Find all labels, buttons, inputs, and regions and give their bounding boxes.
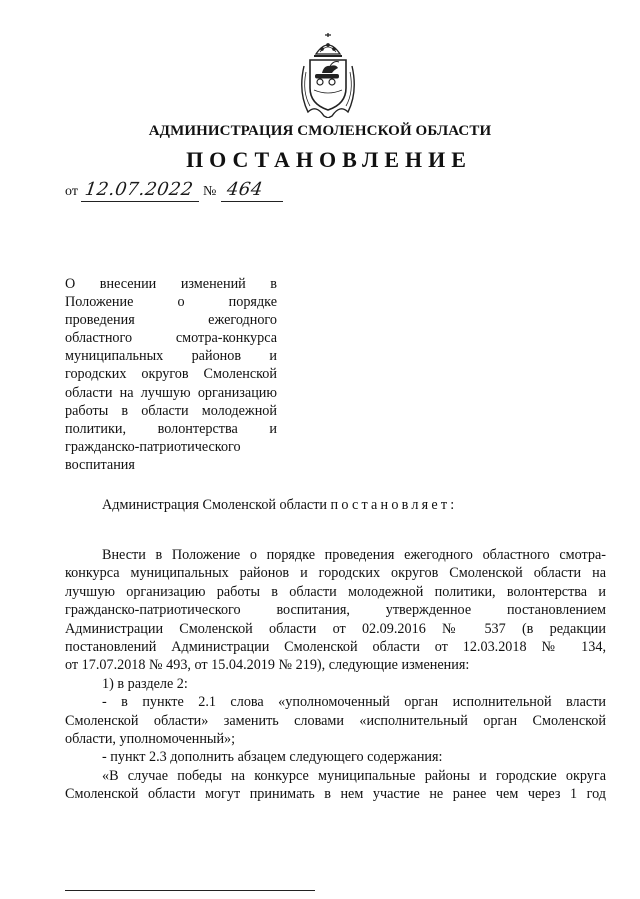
subject-line: О внесении изменений в bbox=[65, 276, 277, 292]
document-type: ПОСТАНОВЛЕНИЕ bbox=[186, 147, 472, 172]
document-body bbox=[65, 546, 606, 803]
subject-line: гражданско-патриотического bbox=[65, 438, 241, 455]
body-line: - пункт 2.3 дополнить абзацем следующего содержания: bbox=[102, 749, 443, 766]
subject-line: проведения ежегодного bbox=[65, 312, 277, 329]
subject-line: воспитания bbox=[65, 456, 135, 473]
handwritten-number: 464 bbox=[225, 179, 265, 200]
body-line: Смоленской области» заменить словами «исполнительный орган Смоленской bbox=[65, 712, 606, 729]
preamble-prefix: Администрация Смоленской области bbox=[102, 497, 327, 513]
subject-line: области на лучшую организацию bbox=[65, 384, 277, 401]
footer-rule bbox=[65, 890, 315, 891]
body-line: «В случае победы на конкурсе муниципальные районы и городские округа bbox=[102, 767, 606, 784]
body-line: гражданско-патриотического воспитания, утвержденное постановлением bbox=[65, 602, 606, 619]
subject-line: муниципальных районов и bbox=[65, 348, 277, 365]
body-line: от 17.07.2018 № 493, от 15.04.2019 № 219), следующие изменения: bbox=[65, 657, 470, 674]
body-line: лучшую организацию работы в области молодежной политики, волонтерства и bbox=[65, 583, 606, 600]
body-line: - в пункте 2.1 слова «уполномоченный орган исполнительной власти bbox=[102, 694, 606, 711]
organization-name: АДМИНИСТРАЦИЯ СМОЛЕНСКОЙ ОБЛАСТИ bbox=[148, 123, 492, 139]
subject-line: городских округов Смоленской bbox=[65, 366, 277, 383]
subject-line: работы в области молодежной bbox=[65, 402, 277, 419]
body-line: Внести в Положение о порядке проведения ежегодного областного смотра- bbox=[102, 547, 606, 563]
coat-of-arms-icon bbox=[294, 32, 362, 118]
body-line: постановлений Администрации Смоленской области от 12.03.2018 № 134, bbox=[65, 638, 606, 655]
number-underline bbox=[221, 201, 283, 202]
subject-line: областного смотра-конкурса bbox=[65, 330, 277, 347]
body-line: 1) в разделе 2: bbox=[102, 675, 188, 692]
body-line: области, уполномоченный»; bbox=[65, 730, 236, 747]
registration-line bbox=[65, 181, 305, 205]
date-underline bbox=[81, 201, 199, 202]
body-line: конкурса муниципальных районов и городских округов Смоленской области на bbox=[65, 565, 606, 582]
handwritten-date: 12.07.2022 bbox=[83, 179, 195, 200]
preamble-verb: постановляет: bbox=[330, 497, 458, 513]
subject-line: политики, волонтерства и bbox=[65, 420, 277, 437]
body-line: Смоленской области могут принимать в нем участие не ранее чем через 1 год bbox=[65, 786, 606, 803]
subject-line: Положение о порядке bbox=[65, 294, 277, 311]
number-prefix: № bbox=[203, 184, 217, 199]
document-subject bbox=[65, 275, 277, 474]
body-line: Администрации Смоленской области от 02.09.2016 № 537 (в редакции bbox=[65, 620, 606, 637]
date-prefix: от bbox=[65, 184, 78, 199]
preamble bbox=[102, 497, 457, 514]
